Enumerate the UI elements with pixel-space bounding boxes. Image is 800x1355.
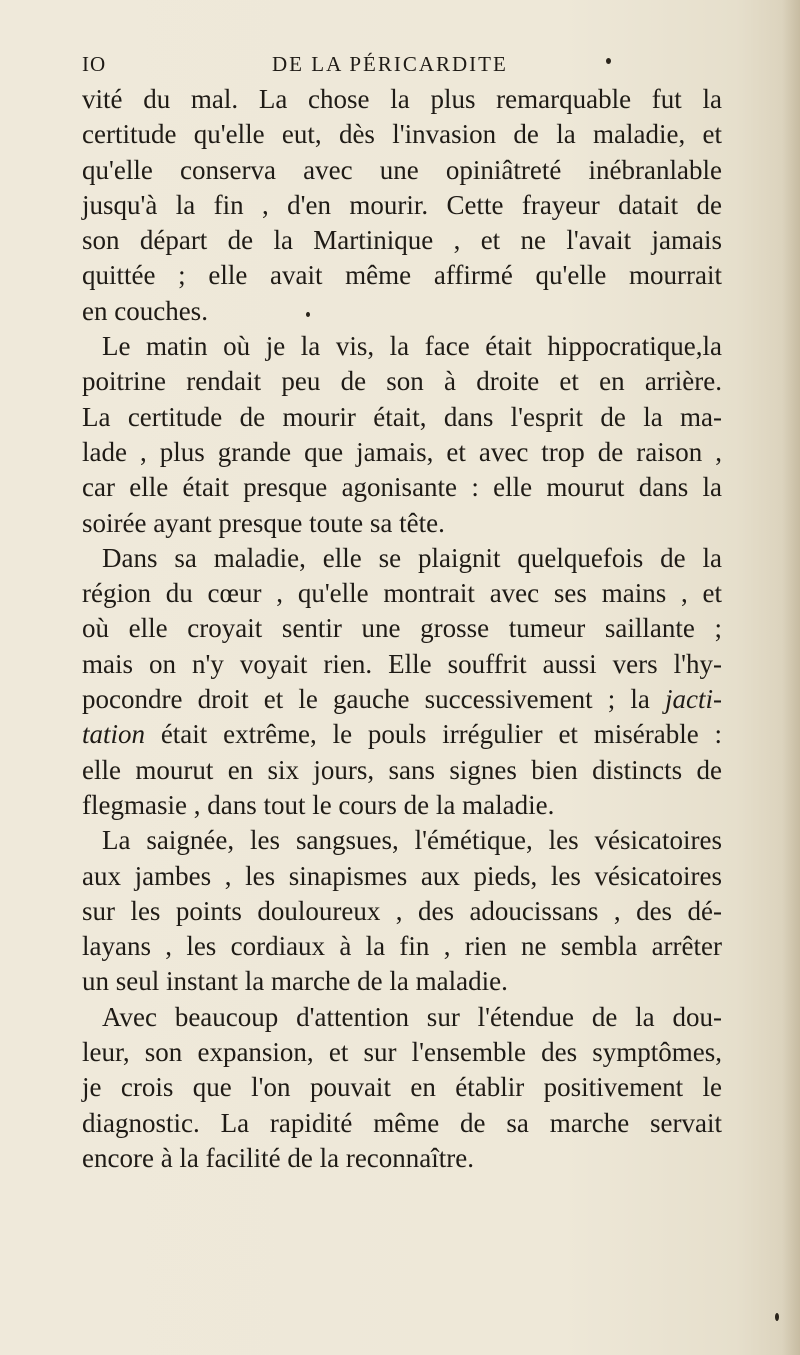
text-line: certitude qu'elle eut, dès l'invasion de la maladie, et [82, 119, 722, 150]
text-line: poitrine rendait peu de son à droite et en arrière. [82, 366, 722, 397]
text-line: mais on n'y voyait rien. Elle souffrit aussi vers l'hy- [82, 648, 722, 679]
page-number: IO [82, 52, 107, 76]
italic-term: jacti- [665, 684, 722, 715]
text-line: encore à la facilité de la reconnaître. [82, 1142, 475, 1173]
text-line: je crois que l'on pouvait en établir positivement le [82, 1072, 722, 1103]
text-line: Dans sa maladie, elle se plaignit quelquefois de la [102, 542, 722, 573]
text-line: Le matin où je la vis, la face était hippocratique,la [102, 331, 722, 362]
text-line: en couches. [82, 295, 208, 326]
text-line: Avec beaucoup d'attention sur l'étendue de la dou- [102, 1001, 722, 1032]
text-line: flegmasie , dans tout le cours de la maladie. [82, 789, 555, 820]
text-line: La certitude de mourir était, dans l'esprit de la ma- [82, 401, 722, 432]
page-header [82, 52, 722, 82]
text-line: son départ de la Martinique , et ne l'avait jamais [82, 225, 722, 256]
running-title: DE LA PÉRICARDITE [272, 52, 508, 76]
text-line: sur les points douloureux , des adoucissans , des dé- [82, 895, 722, 926]
text-line: quittée ; elle avait même affirmé qu'elle mourrait [82, 260, 722, 291]
text-line: lade , plus grande que jamais, et avec trop de raison , [82, 436, 722, 467]
text-line: un seul instant la marche de la maladie. [82, 966, 508, 997]
text-line [82, 717, 722, 752]
ink-speck [775, 1313, 779, 1321]
text-line: La saignée, les sangsues, l'émétique, les vésicatoires [102, 825, 722, 856]
text-segment: était extrême, le pouls irrégulier et misérable : [145, 719, 722, 750]
body-text [82, 82, 722, 1176]
text-line: aux jambes , les sinapismes aux pieds, les vésicatoires [82, 860, 722, 891]
text-line: diagnostic. La rapidité même de sa marche servait [82, 1107, 722, 1138]
text-line: layans , les cordiaux à la fin , rien ne sembla arrêter [82, 931, 722, 962]
text-line: qu'elle conserva avec une opiniâtreté inébranlable [82, 154, 722, 185]
text-line: vité du mal. La chose la plus remarquable fut la [82, 84, 722, 114]
text-line: soirée ayant presque toute sa tête. [82, 507, 445, 538]
text-line: jusqu'à la fin , d'en mourir. Cette frayeur datait de [82, 189, 722, 220]
italic-term: tation [82, 719, 146, 750]
text-line: région du cœur , qu'elle montrait avec ses mains , et [82, 578, 722, 609]
text-segment: pocondre droit et le gauche successivement ; la [82, 684, 666, 715]
text-line [82, 682, 722, 717]
ink-speck [306, 312, 310, 317]
page-edge-shadow [782, 0, 800, 1355]
text-line: leur, son expansion, et sur l'ensemble des symptômes, [82, 1037, 722, 1068]
text-line: elle mourut en six jours, sans signes bien distincts de [82, 754, 722, 785]
text-line: où elle croyait sentir une grosse tumeur saillante ; [82, 613, 722, 644]
text-line: car elle était presque agonisante : elle mourut dans la [82, 472, 722, 503]
ink-speck [606, 58, 611, 64]
